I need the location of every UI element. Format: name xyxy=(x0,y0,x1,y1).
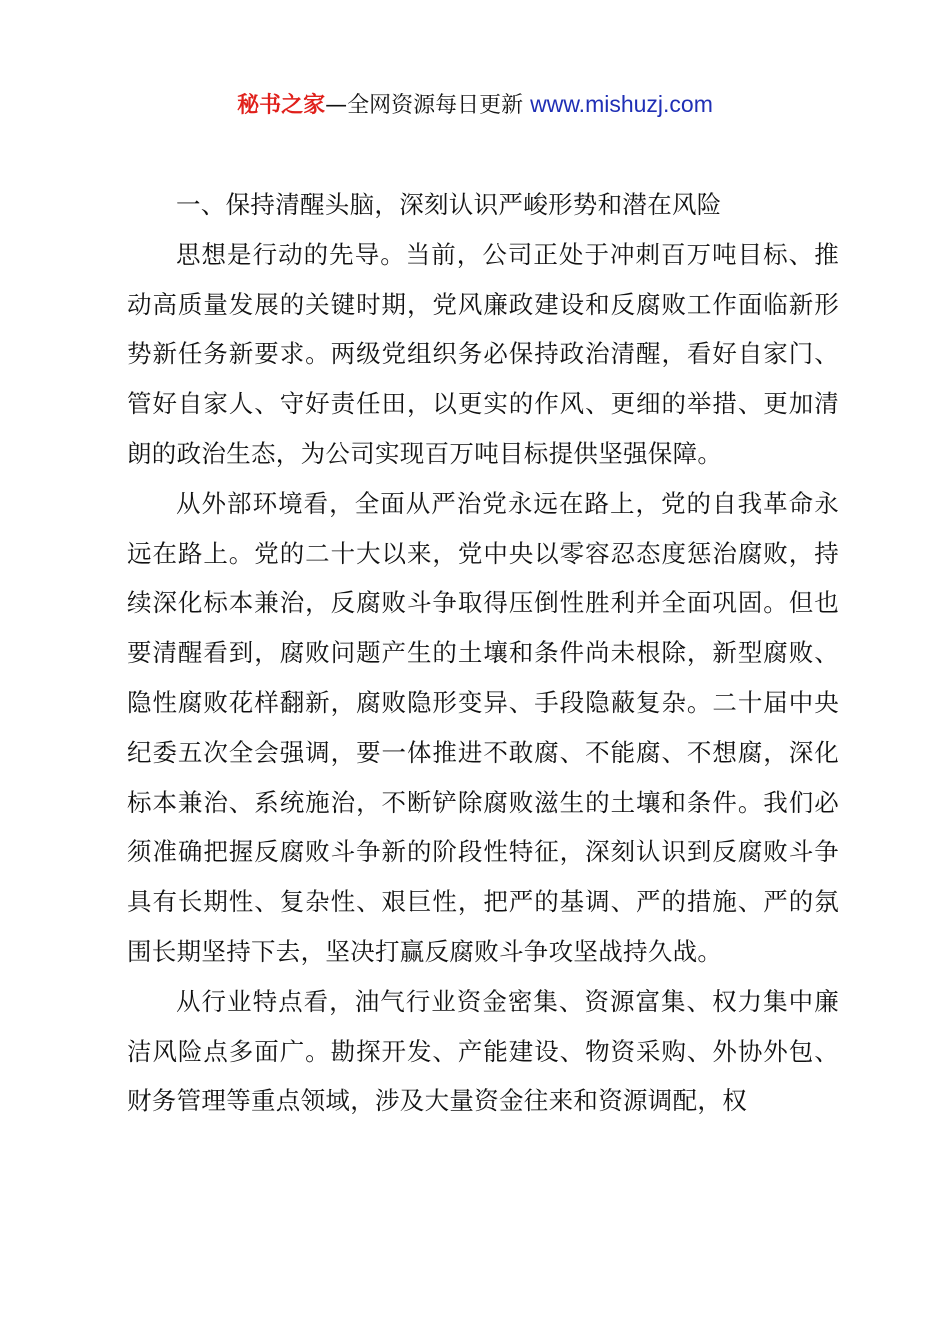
brand-name: 秘书之家 xyxy=(237,93,326,118)
paragraph-3: 从行业特点看，油气行业资金密集、资源富集、权力集中廉洁风险点多面广。勘探开发、产能建设、物资采购、外协外包、财务管理等重点领域，涉及大量资金往来和资源调配，权 xyxy=(127,986,839,1116)
document-body xyxy=(127,180,839,1126)
paragraph-1: 思想是行动的先导。当前，公司正处于冲刺百万吨目标、推动高质量发展的关键时期，党风廉政建设和反腐败工作面临新形势新任务新要求。两级党组织务必保持政治清醒，看好自家门、管好自家人、守好责任田，以更实的作风、更细的举措、更加清朗的政治生态，为公司实现百万吨目标提供坚强保障。 xyxy=(127,239,839,468)
website-link[interactable]: www.mishuzj.com xyxy=(530,91,713,117)
paragraph-2: 从外部环境看，全面从严治党永远在路上，党的自我革命永远在路上。党的二十大以来，党中央以零容忍态度惩治腐败，持续深化标本兼治，反腐败斗争取得压倒性胜利并全面巩固。但也要清醒看到，腐败问题产生的土壤和条件尚未根除，新型腐败、隐性腐败花样翻新，腐败隐形变异、手段隐蔽复杂。二十届中央纪委五次全会强调，要一体推进不敢腐、不能腐、不想腐，深化标本兼治、系统施治，不断铲除腐败滋生的土壤和条件。我们必须准确把握反腐败斗争新的阶段性特征，深刻认识到反腐败斗争具有长期性、复杂性、艰巨性，把严的基调、严的措施、严的氛围长期坚持下去，坚决打赢反腐败斗争攻坚战持久战。 xyxy=(127,488,839,966)
page-header xyxy=(0,88,950,122)
header-slogan: —全网资源每日更新 xyxy=(325,93,531,118)
section-heading: 一、保持清醒头脑，深刻认识严峻形势和潜在风险 xyxy=(176,190,722,219)
